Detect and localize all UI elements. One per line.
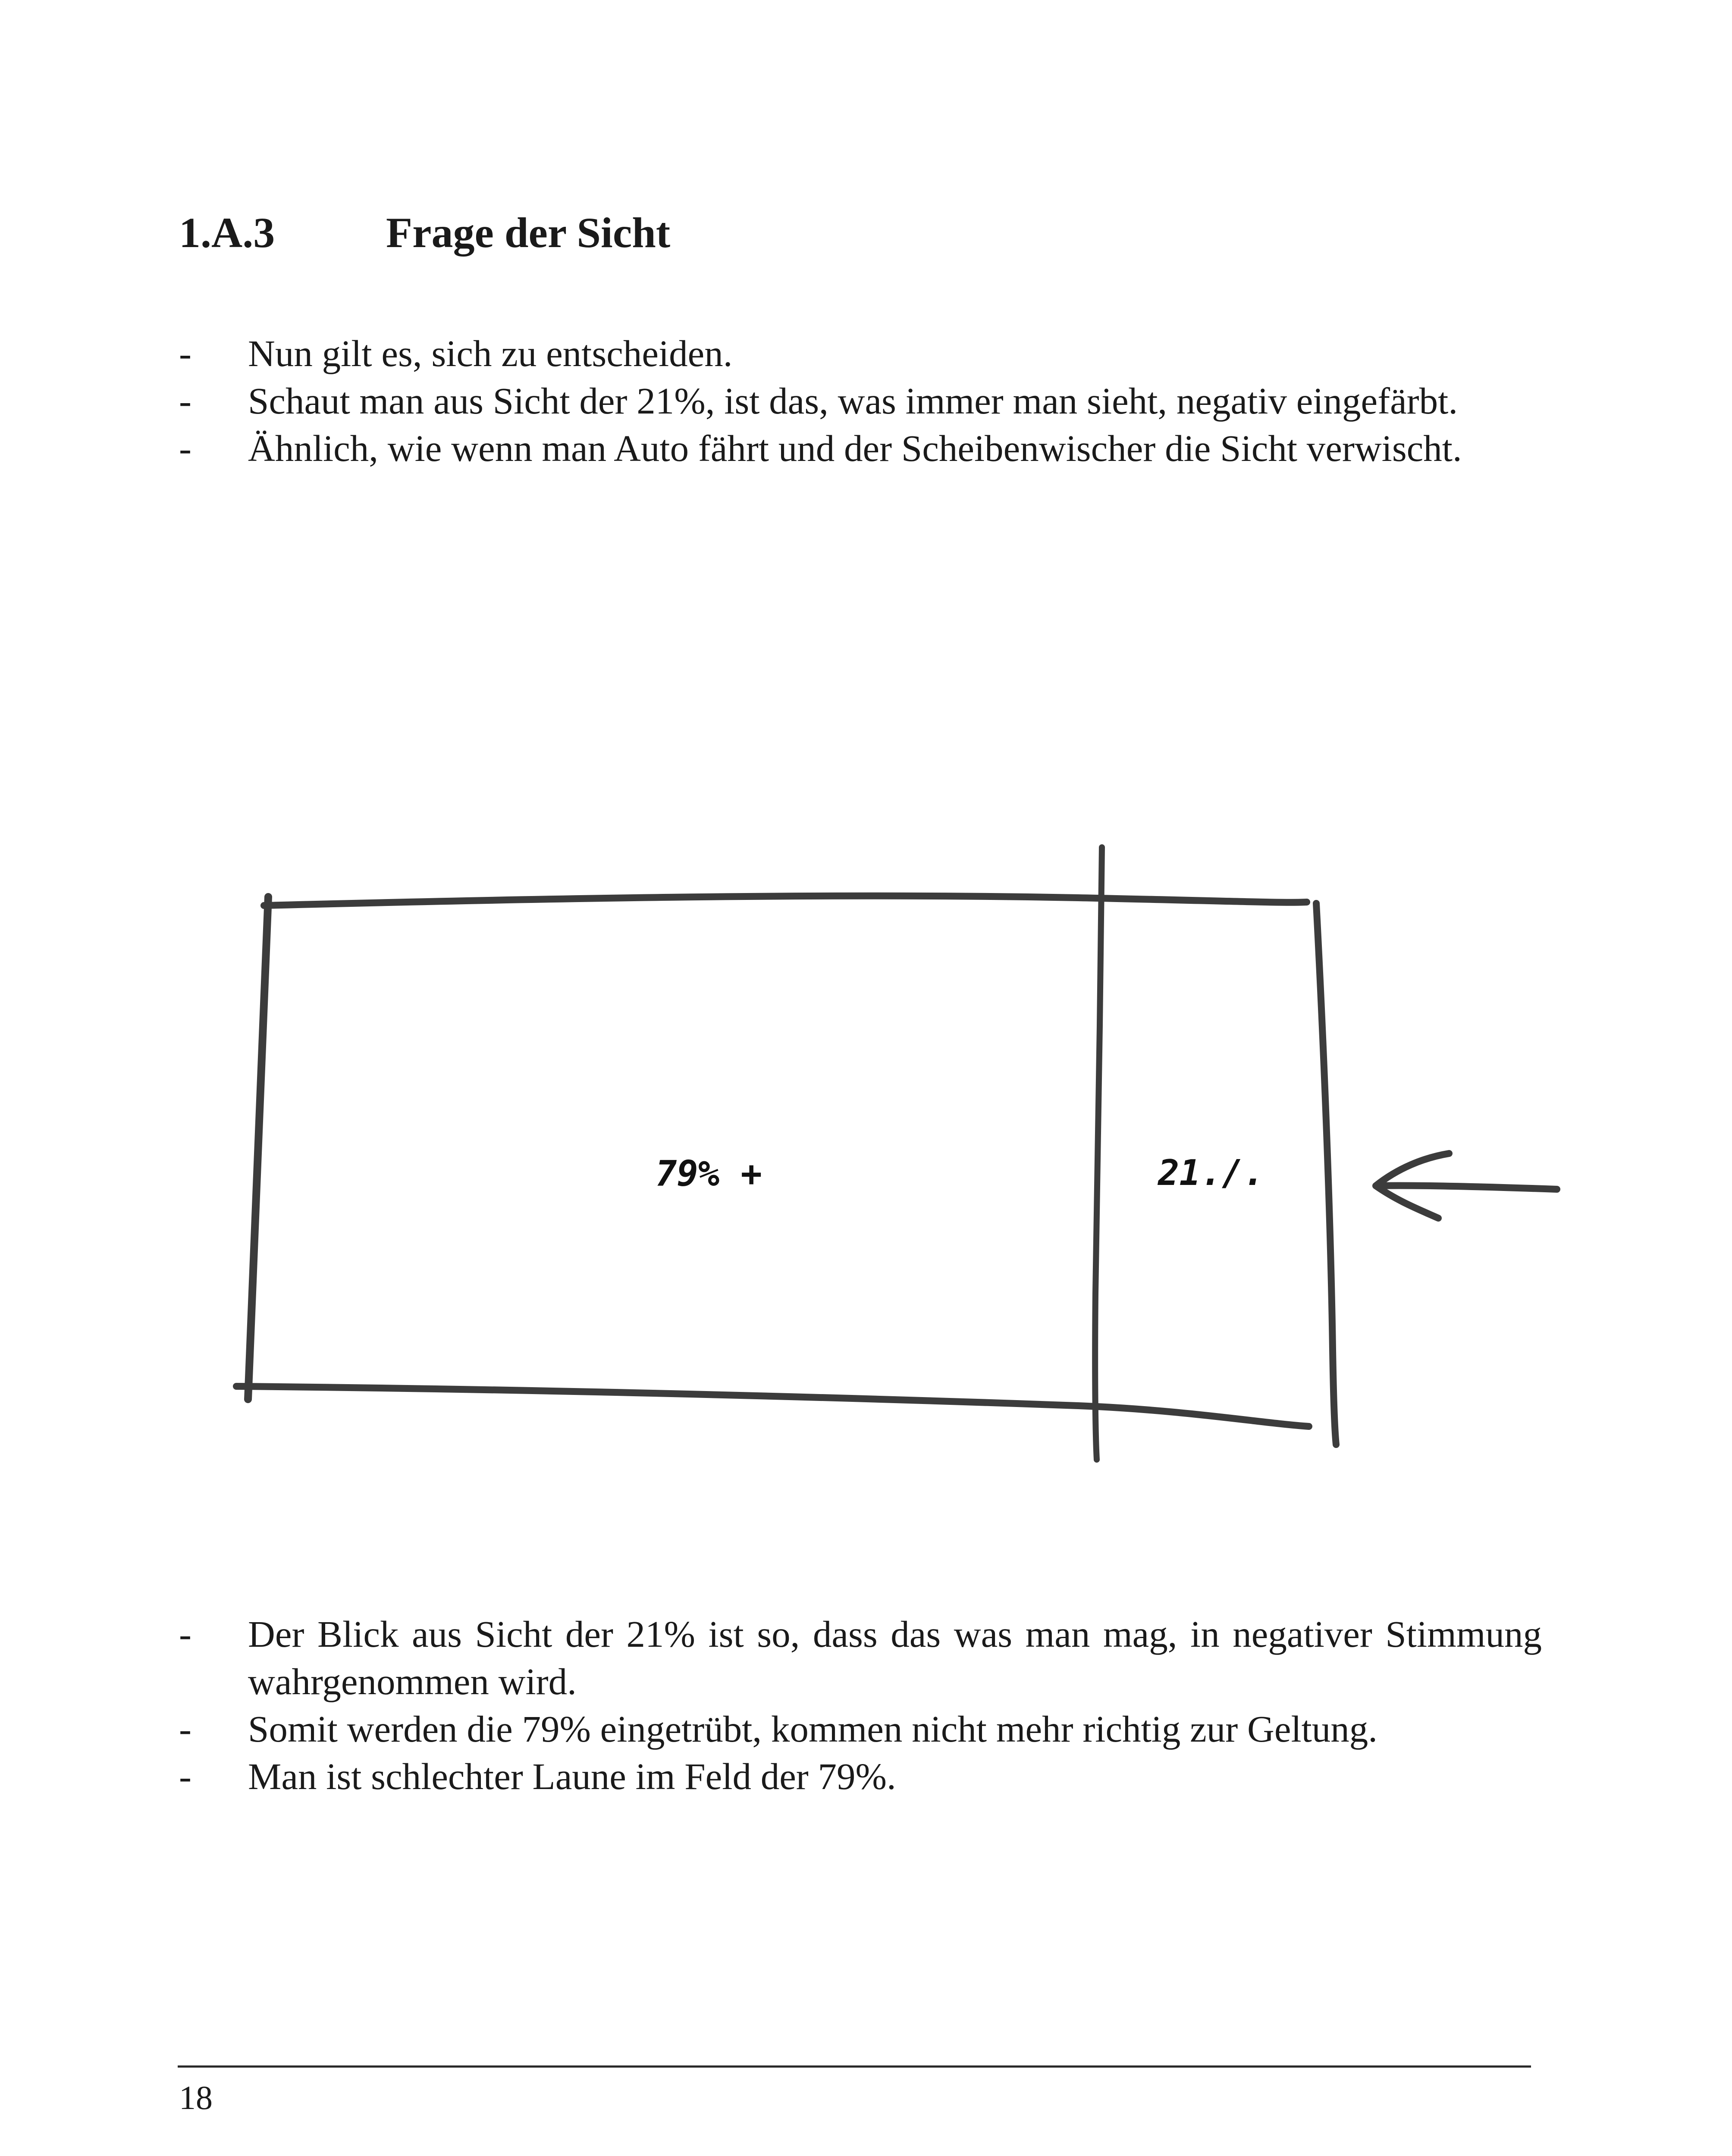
list-item	[179, 1753, 1542, 1800]
list-dash: -	[179, 427, 191, 469]
list-dash: -	[179, 332, 191, 374]
sketch-right-line	[1316, 903, 1336, 1445]
list-item-text: Ähnlich, wie wenn man Auto fährt und der Scheibenwischer die Sicht verwischt.	[248, 427, 1462, 469]
arrow-icon	[1376, 1153, 1557, 1218]
sketch-bottom-line	[236, 1386, 1309, 1426]
bullet-list-bottom	[179, 1611, 1542, 1800]
list-item-text: Somit werden die 79% eingetrübt, kommen nicht mehr richtig zur Geltung.	[248, 1708, 1378, 1750]
sketch-label-79: 79% +	[656, 1153, 762, 1194]
list-item	[179, 1705, 1542, 1753]
list-item-text: Schaut man aus Sicht der 21%, ist das, was immer man sieht, negativ eingefärbt.	[248, 380, 1458, 422]
list-item-text: Der Blick aus Sicht der 21% ist so, dass das was man mag, in negativer Stimmung wahrgenommen wird.	[248, 1613, 1542, 1702]
section-title: Frage der Sicht	[386, 209, 671, 257]
sketch-top-line	[264, 896, 1307, 906]
list-item-text: Nun gilt es, sich zu entscheiden.	[248, 332, 733, 374]
sketch-label-21: 21./.	[1158, 1153, 1264, 1194]
footer-rule	[178, 2065, 1531, 2068]
list-item-text: Man ist schlechter Laune im Feld der 79%.	[248, 1755, 896, 1797]
list-dash: -	[179, 1613, 191, 1655]
sketch-divider-line	[1095, 847, 1102, 1460]
sketch-left-line	[248, 897, 268, 1399]
page-number: 18	[179, 2079, 213, 2116]
section-number: 1.A.3	[179, 209, 275, 257]
list-dash: -	[179, 380, 191, 422]
list-dash: -	[179, 1755, 191, 1797]
list-item	[179, 1611, 1542, 1705]
list-dash: -	[179, 1708, 191, 1750]
